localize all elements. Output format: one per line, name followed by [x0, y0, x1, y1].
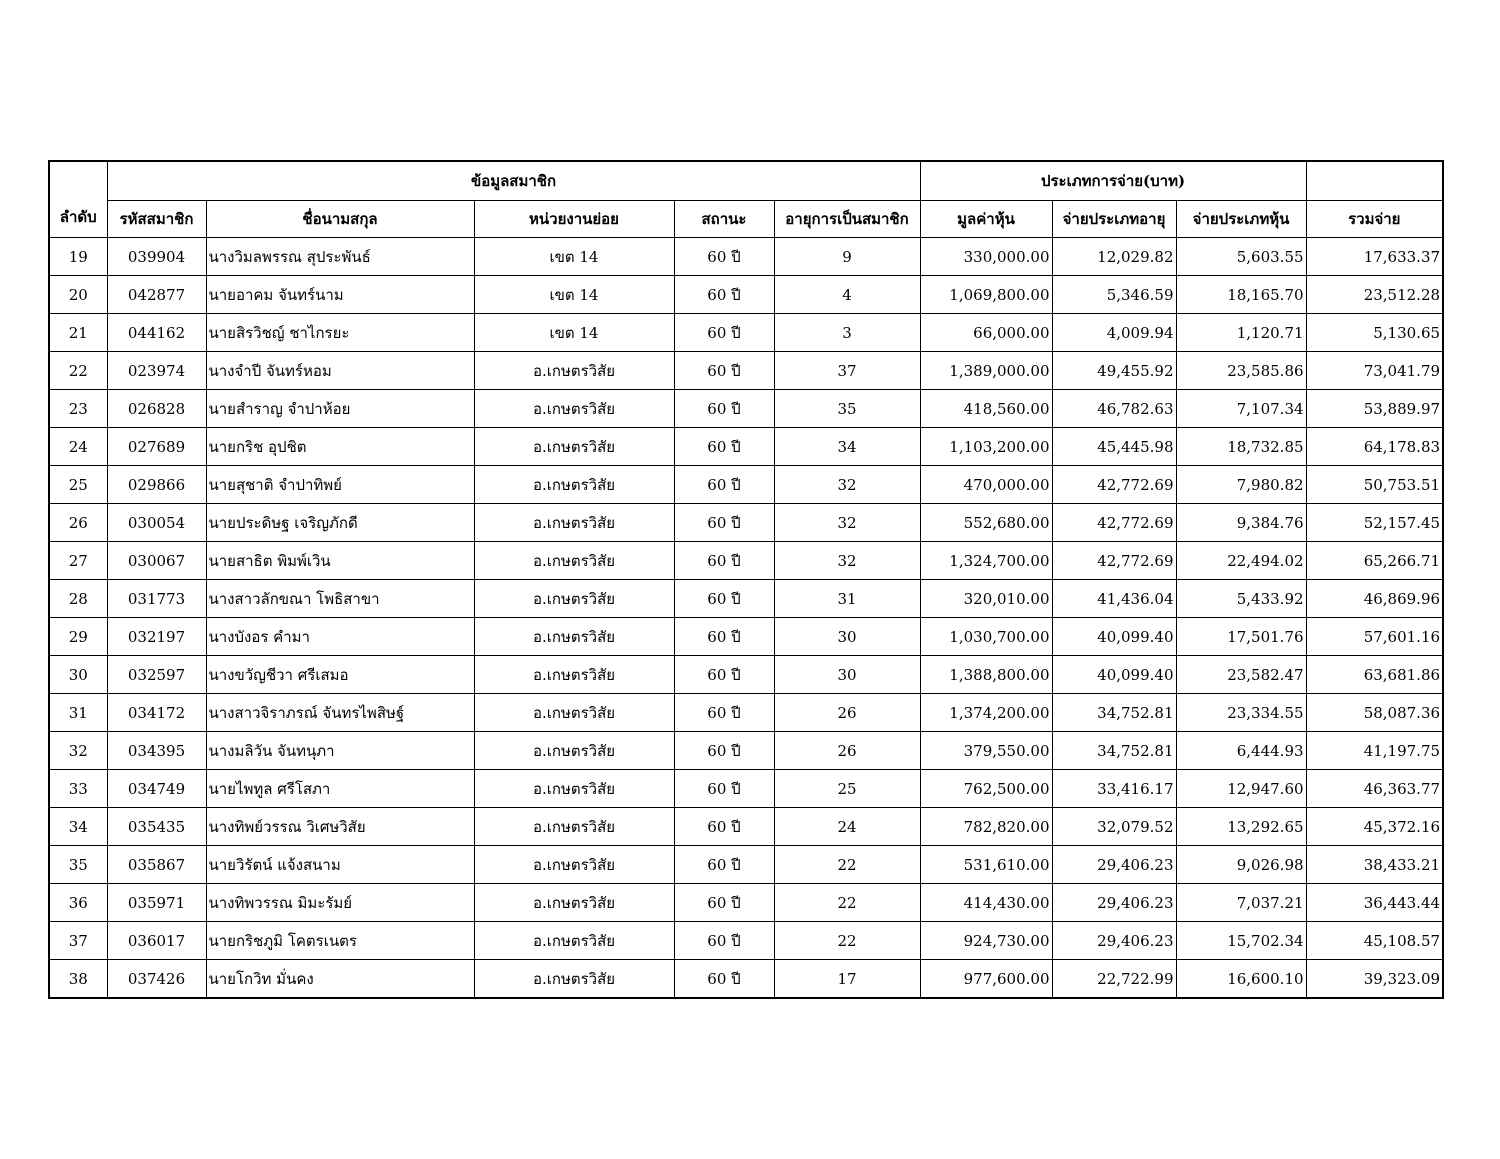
cell-pay-age: 34,752.81 — [1052, 694, 1176, 732]
cell-membership-years: 24 — [774, 808, 920, 846]
cell-pay-age: 4,009.94 — [1052, 314, 1176, 352]
table-row — [49, 276, 1443, 314]
cell-status: 60 ปี — [674, 352, 774, 390]
table-row — [49, 428, 1443, 466]
cell-pay-share: 5,603.55 — [1176, 238, 1306, 276]
cell-pay-share: 13,292.65 — [1176, 808, 1306, 846]
cell-member-id: 044162 — [107, 314, 206, 352]
cell-total: 38,433.21 — [1306, 846, 1443, 884]
cell-unit: อ.เกษตรวิสัย — [474, 466, 674, 504]
cell-pay-share: 23,585.86 — [1176, 352, 1306, 390]
col-header-membership-years: อายุการเป็นสมาชิก — [774, 201, 920, 238]
col-header-pay-share: จ่ายประเภทหุ้น — [1176, 201, 1306, 238]
cell-no: 33 — [49, 770, 107, 808]
cell-pay-share: 9,384.76 — [1176, 504, 1306, 542]
cell-member-id: 042877 — [107, 276, 206, 314]
cell-share-value: 330,000.00 — [920, 238, 1052, 276]
cell-no: 32 — [49, 732, 107, 770]
cell-status: 60 ปี — [674, 846, 774, 884]
cell-no: 27 — [49, 542, 107, 580]
cell-status: 60 ปี — [674, 542, 774, 580]
cell-unit: อ.เกษตรวิสัย — [474, 960, 674, 999]
cell-member-id: 030054 — [107, 504, 206, 542]
cell-share-value: 1,069,800.00 — [920, 276, 1052, 314]
cell-pay-share: 5,433.92 — [1176, 580, 1306, 618]
cell-unit: อ.เกษตรวิสัย — [474, 580, 674, 618]
cell-membership-years: 22 — [774, 846, 920, 884]
cell-pay-age: 49,455.92 — [1052, 352, 1176, 390]
table-row — [49, 960, 1443, 999]
cell-status: 60 ปี — [674, 770, 774, 808]
cell-share-value: 1,389,000.00 — [920, 352, 1052, 390]
cell-no: 34 — [49, 808, 107, 846]
cell-name: นายโกวิท มั่นคง — [206, 960, 474, 999]
cell-name: นางสาวจิราภรณ์ จันทรไพสิษฐ์ — [206, 694, 474, 732]
table-row — [49, 504, 1443, 542]
cell-no: 31 — [49, 694, 107, 732]
cell-name: นางทิพวรรณ มิมะรัมย์ — [206, 884, 474, 922]
table-row — [49, 466, 1443, 504]
cell-total: 58,087.36 — [1306, 694, 1443, 732]
cell-member-id: 037426 — [107, 960, 206, 999]
group-header-member-info: ข้อมูลสมาชิก — [107, 161, 920, 201]
cell-member-id: 035971 — [107, 884, 206, 922]
cell-pay-share: 15,702.34 — [1176, 922, 1306, 960]
cell-unit: อ.เกษตรวิสัย — [474, 656, 674, 694]
cell-share-value: 977,600.00 — [920, 960, 1052, 999]
cell-no: 21 — [49, 314, 107, 352]
table-row — [49, 656, 1443, 694]
cell-status: 60 ปี — [674, 504, 774, 542]
cell-name: นางวิมลพรรณ สุประพันธ์ — [206, 238, 474, 276]
cell-name: นายกริชภูมิ โคตรเนตร — [206, 922, 474, 960]
table-row — [49, 390, 1443, 428]
cell-name: นายวิรัตน์ แจ้งสนาม — [206, 846, 474, 884]
cell-membership-years: 22 — [774, 922, 920, 960]
cell-membership-years: 22 — [774, 884, 920, 922]
cell-total: 39,323.09 — [1306, 960, 1443, 999]
cell-member-id: 029866 — [107, 466, 206, 504]
group-header-payment-type: ประเภทการจ่าย(บาท) — [920, 161, 1306, 201]
cell-membership-years: 30 — [774, 656, 920, 694]
cell-pay-share: 17,501.76 — [1176, 618, 1306, 656]
cell-pay-age: 42,772.69 — [1052, 466, 1176, 504]
cell-no: 22 — [49, 352, 107, 390]
cell-name: นางทิพย์วรรณ วิเศษวิสัย — [206, 808, 474, 846]
cell-no: 28 — [49, 580, 107, 618]
table-row — [49, 846, 1443, 884]
table-row — [49, 694, 1443, 732]
cell-member-id: 031773 — [107, 580, 206, 618]
cell-total: 65,266.71 — [1306, 542, 1443, 580]
cell-unit: อ.เกษตรวิสัย — [474, 428, 674, 466]
cell-unit: อ.เกษตรวิสัย — [474, 352, 674, 390]
cell-pay-share: 6,444.93 — [1176, 732, 1306, 770]
cell-membership-years: 30 — [774, 618, 920, 656]
cell-pay-age: 29,406.23 — [1052, 846, 1176, 884]
cell-membership-years: 26 — [774, 732, 920, 770]
cell-pay-age: 33,416.17 — [1052, 770, 1176, 808]
cell-no: 37 — [49, 922, 107, 960]
cell-pay-age: 40,099.40 — [1052, 656, 1176, 694]
cell-status: 60 ปี — [674, 732, 774, 770]
cell-membership-years: 32 — [774, 542, 920, 580]
table-body — [49, 238, 1443, 999]
cell-pay-share: 7,107.34 — [1176, 390, 1306, 428]
cell-member-id: 023974 — [107, 352, 206, 390]
cell-name: นายประดิษฐ เจริญภักดี — [206, 504, 474, 542]
cell-total: 5,130.65 — [1306, 314, 1443, 352]
cell-pay-share: 18,165.70 — [1176, 276, 1306, 314]
cell-total: 41,197.75 — [1306, 732, 1443, 770]
cell-share-value: 782,820.00 — [920, 808, 1052, 846]
cell-status: 60 ปี — [674, 390, 774, 428]
cell-name: นางมลิวัน จันทนุภา — [206, 732, 474, 770]
cell-member-id: 036017 — [107, 922, 206, 960]
cell-member-id: 035867 — [107, 846, 206, 884]
cell-status: 60 ปี — [674, 618, 774, 656]
cell-share-value: 418,560.00 — [920, 390, 1052, 428]
cell-name: นายอาคม จันทร์นาม — [206, 276, 474, 314]
header-columns-row — [49, 201, 1443, 238]
table-row — [49, 352, 1443, 390]
cell-unit: อ.เกษตรวิสัย — [474, 694, 674, 732]
cell-share-value: 1,324,700.00 — [920, 542, 1052, 580]
cell-total: 63,681.86 — [1306, 656, 1443, 694]
cell-share-value: 66,000.00 — [920, 314, 1052, 352]
cell-membership-years: 3 — [774, 314, 920, 352]
cell-share-value: 414,430.00 — [920, 884, 1052, 922]
cell-name: นายสิรวิชญ์ ชาไกรยะ — [206, 314, 474, 352]
cell-no: 35 — [49, 846, 107, 884]
cell-status: 60 ปี — [674, 276, 774, 314]
cell-status: 60 ปี — [674, 466, 774, 504]
cell-pay-share: 9,026.98 — [1176, 846, 1306, 884]
cell-total: 73,041.79 — [1306, 352, 1443, 390]
cell-unit: อ.เกษตรวิสัย — [474, 884, 674, 922]
cell-membership-years: 34 — [774, 428, 920, 466]
cell-unit: เขต 14 — [474, 314, 674, 352]
cell-status: 60 ปี — [674, 808, 774, 846]
cell-pay-age: 45,445.98 — [1052, 428, 1176, 466]
cell-no: 19 — [49, 238, 107, 276]
cell-status: 60 ปี — [674, 238, 774, 276]
cell-status: 60 ปี — [674, 580, 774, 618]
cell-member-id: 032197 — [107, 618, 206, 656]
cell-no: 38 — [49, 960, 107, 999]
cell-membership-years: 17 — [774, 960, 920, 999]
table-row — [49, 884, 1443, 922]
cell-pay-age: 29,406.23 — [1052, 884, 1176, 922]
cell-membership-years: 37 — [774, 352, 920, 390]
cell-member-id: 035435 — [107, 808, 206, 846]
members-payment-table — [48, 160, 1444, 999]
cell-pay-share: 23,582.47 — [1176, 656, 1306, 694]
cell-name: นายสุชาติ จำปาทิพย์ — [206, 466, 474, 504]
cell-total: 52,157.45 — [1306, 504, 1443, 542]
col-header-unit: หน่วยงานย่อย — [474, 201, 674, 238]
cell-share-value: 762,500.00 — [920, 770, 1052, 808]
cell-membership-years: 35 — [774, 390, 920, 428]
cell-pay-age: 46,782.63 — [1052, 390, 1176, 428]
cell-unit: อ.เกษตรวิสัย — [474, 504, 674, 542]
cell-status: 60 ปี — [674, 314, 774, 352]
cell-unit: อ.เกษตรวิสัย — [474, 808, 674, 846]
cell-unit: อ.เกษตรวิสัย — [474, 618, 674, 656]
cell-total: 36,443.44 — [1306, 884, 1443, 922]
table-row — [49, 618, 1443, 656]
cell-pay-age: 22,722.99 — [1052, 960, 1176, 999]
table-row — [49, 238, 1443, 276]
cell-name: นางขวัญชีวา ศรีเสมอ — [206, 656, 474, 694]
cell-name: นายกริช อุปชิต — [206, 428, 474, 466]
cell-total: 64,178.83 — [1306, 428, 1443, 466]
cell-membership-years: 4 — [774, 276, 920, 314]
cell-member-id: 034749 — [107, 770, 206, 808]
cell-status: 60 ปี — [674, 656, 774, 694]
table-row — [49, 808, 1443, 846]
cell-status: 60 ปี — [674, 960, 774, 999]
col-header-total: รวมจ่าย — [1306, 201, 1443, 238]
cell-status: 60 ปี — [674, 884, 774, 922]
col-header-status: สถานะ — [674, 201, 774, 238]
cell-membership-years: 32 — [774, 466, 920, 504]
cell-pay-age: 29,406.23 — [1052, 922, 1176, 960]
cell-total: 53,889.97 — [1306, 390, 1443, 428]
cell-unit: เขต 14 — [474, 238, 674, 276]
cell-member-id: 039904 — [107, 238, 206, 276]
cell-share-value: 470,000.00 — [920, 466, 1052, 504]
cell-membership-years: 26 — [774, 694, 920, 732]
group-header-blank — [1306, 161, 1443, 201]
cell-share-value: 379,550.00 — [920, 732, 1052, 770]
table-row — [49, 922, 1443, 960]
cell-member-id: 034172 — [107, 694, 206, 732]
cell-no: 20 — [49, 276, 107, 314]
col-header-name: ชื่อนามสกุล — [206, 201, 474, 238]
cell-no: 25 — [49, 466, 107, 504]
table-row — [49, 314, 1443, 352]
cell-unit: อ.เกษตรวิสัย — [474, 542, 674, 580]
table-row — [49, 580, 1443, 618]
cell-pay-age: 34,752.81 — [1052, 732, 1176, 770]
cell-membership-years: 31 — [774, 580, 920, 618]
cell-share-value: 531,610.00 — [920, 846, 1052, 884]
cell-total: 57,601.16 — [1306, 618, 1443, 656]
cell-pay-age: 5,346.59 — [1052, 276, 1176, 314]
cell-unit: อ.เกษตรวิสัย — [474, 846, 674, 884]
cell-name: นายสาธิต พิมพ์เวิน — [206, 542, 474, 580]
cell-status: 60 ปี — [674, 694, 774, 732]
col-header-share-value: มูลค่าหุ้น — [920, 201, 1052, 238]
header-group-row — [49, 161, 1443, 201]
cell-pay-age: 32,079.52 — [1052, 808, 1176, 846]
cell-total: 50,753.51 — [1306, 466, 1443, 504]
cell-name: นายสำราญ จำปาห้อย — [206, 390, 474, 428]
table-row — [49, 770, 1443, 808]
cell-pay-share: 16,600.10 — [1176, 960, 1306, 999]
cell-total: 17,633.37 — [1306, 238, 1443, 276]
cell-name: นายไพทูล ศรีโสภา — [206, 770, 474, 808]
cell-unit: อ.เกษตรวิสัย — [474, 390, 674, 428]
cell-member-id: 032597 — [107, 656, 206, 694]
cell-unit: อ.เกษตรวิสัย — [474, 732, 674, 770]
cell-pay-share: 7,037.21 — [1176, 884, 1306, 922]
cell-no: 30 — [49, 656, 107, 694]
cell-total: 45,372.16 — [1306, 808, 1443, 846]
cell-member-id: 026828 — [107, 390, 206, 428]
cell-name: นางบังอร คำมา — [206, 618, 474, 656]
cell-pay-age: 40,099.40 — [1052, 618, 1176, 656]
cell-status: 60 ปี — [674, 922, 774, 960]
cell-pay-share: 7,980.82 — [1176, 466, 1306, 504]
cell-name: นางสาวลักขณา โพธิสาขา — [206, 580, 474, 618]
cell-membership-years: 9 — [774, 238, 920, 276]
table-row — [49, 732, 1443, 770]
cell-unit: เขต 14 — [474, 276, 674, 314]
cell-share-value: 320,010.00 — [920, 580, 1052, 618]
cell-pay-age: 41,436.04 — [1052, 580, 1176, 618]
cell-status: 60 ปี — [674, 428, 774, 466]
col-header-pay-age: จ่ายประเภทอายุ — [1052, 201, 1176, 238]
cell-share-value: 1,030,700.00 — [920, 618, 1052, 656]
cell-member-id: 030067 — [107, 542, 206, 580]
cell-no: 26 — [49, 504, 107, 542]
cell-no: 29 — [49, 618, 107, 656]
cell-membership-years: 25 — [774, 770, 920, 808]
col-header-member-id: รหัสสมาชิก — [107, 201, 206, 238]
cell-no: 23 — [49, 390, 107, 428]
cell-total: 46,363.77 — [1306, 770, 1443, 808]
table-row — [49, 542, 1443, 580]
cell-share-value: 924,730.00 — [920, 922, 1052, 960]
cell-pay-age: 42,772.69 — [1052, 504, 1176, 542]
cell-name: นางจำปี จันทร์หอม — [206, 352, 474, 390]
cell-unit: อ.เกษตรวิสัย — [474, 922, 674, 960]
col-header-no: ลำดับ — [49, 161, 107, 238]
cell-share-value: 1,388,800.00 — [920, 656, 1052, 694]
cell-total: 45,108.57 — [1306, 922, 1443, 960]
cell-total: 46,869.96 — [1306, 580, 1443, 618]
cell-pay-age: 42,772.69 — [1052, 542, 1176, 580]
cell-membership-years: 32 — [774, 504, 920, 542]
cell-share-value: 552,680.00 — [920, 504, 1052, 542]
cell-pay-share: 18,732.85 — [1176, 428, 1306, 466]
cell-pay-share: 1,120.71 — [1176, 314, 1306, 352]
cell-pay-share: 12,947.60 — [1176, 770, 1306, 808]
cell-total: 23,512.28 — [1306, 276, 1443, 314]
cell-pay-share: 22,494.02 — [1176, 542, 1306, 580]
cell-pay-age: 12,029.82 — [1052, 238, 1176, 276]
cell-share-value: 1,103,200.00 — [920, 428, 1052, 466]
cell-member-id: 027689 — [107, 428, 206, 466]
cell-member-id: 034395 — [107, 732, 206, 770]
cell-no: 36 — [49, 884, 107, 922]
cell-no: 24 — [49, 428, 107, 466]
cell-unit: อ.เกษตรวิสัย — [474, 770, 674, 808]
cell-pay-share: 23,334.55 — [1176, 694, 1306, 732]
cell-share-value: 1,374,200.00 — [920, 694, 1052, 732]
